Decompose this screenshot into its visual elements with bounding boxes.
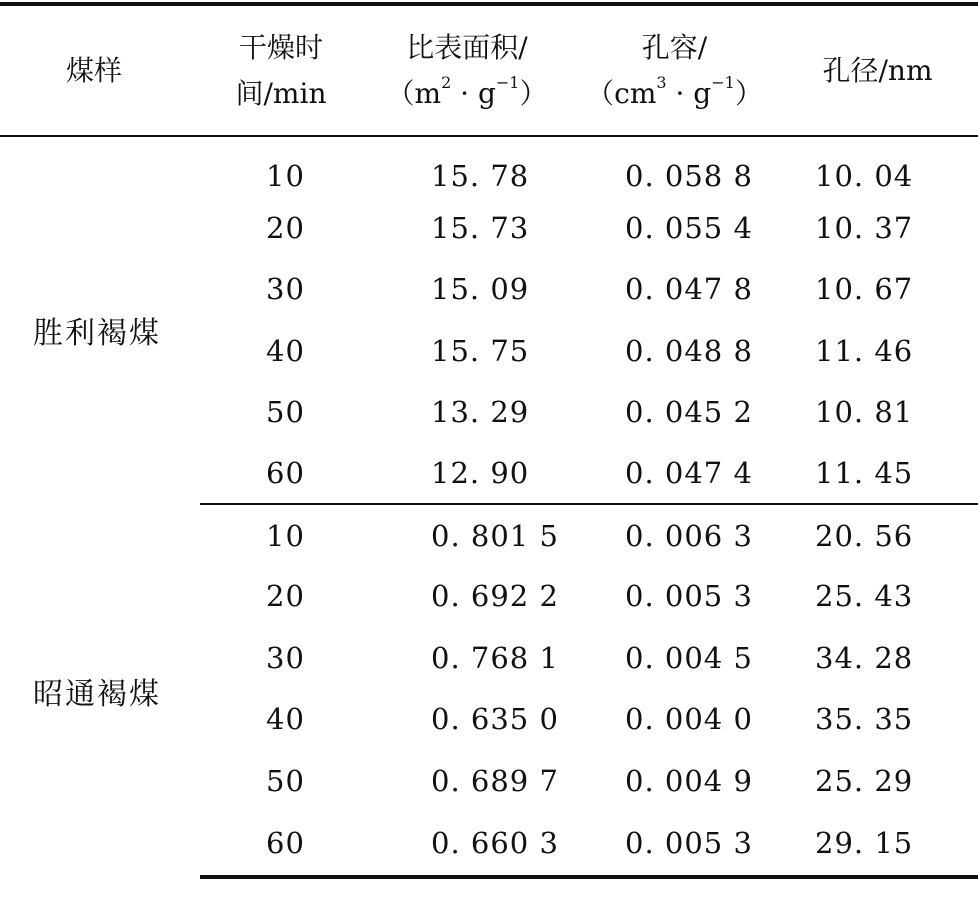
cell-area: 0. 692 2 — [431, 579, 559, 614]
cell-diameter: 35. 35 — [815, 702, 914, 737]
cell-area: 0. 768 1 — [431, 640, 559, 675]
cell-volume: 0. 004 9 — [625, 763, 753, 798]
cell-time: 40 — [266, 333, 305, 368]
table-row — [0, 136, 978, 197]
cell-time: 40 — [266, 702, 305, 737]
cell-time: 10 — [266, 518, 305, 553]
cell-time: 30 — [266, 640, 305, 675]
area-unit-mid: · g — [451, 76, 496, 110]
cell-time: 10 — [266, 159, 305, 194]
table-header — [0, 4, 978, 136]
area-unit-exp2: −1 — [495, 73, 520, 93]
header-sample-label: 煤样 — [66, 53, 123, 87]
cell-area: 15. 09 — [431, 272, 530, 307]
cell-diameter: 25. 29 — [815, 763, 914, 798]
cell-diameter: 29. 15 — [777, 811, 978, 877]
cell-diameter: 34. 28 — [815, 640, 914, 675]
header-volume-unit — [572, 71, 777, 117]
cell-volume: 0. 004 0 — [625, 702, 753, 737]
cell-diameter: 10. 37 — [815, 211, 914, 246]
cell-time: 60 — [200, 811, 362, 877]
volume-unit-exp2: −1 — [711, 73, 735, 93]
cell-volume: 0. 048 8 — [625, 333, 753, 368]
cell-area: 15. 78 — [431, 159, 530, 194]
cell-time: 50 — [266, 395, 305, 430]
cell-area: 0. 635 0 — [431, 702, 559, 737]
header-time-line1: 干燥时 — [238, 30, 323, 64]
volume-unit-close: ） — [734, 76, 763, 110]
cell-diameter: 10. 04 — [815, 159, 914, 194]
header-surface-area — [362, 4, 572, 136]
cell-diameter: 11. 46 — [815, 333, 914, 368]
cell-volume: 0. 045 2 — [625, 395, 753, 430]
header-diameter-label: 孔径/nm — [822, 53, 933, 87]
header-volume-line1: 孔容/ — [641, 30, 708, 64]
volume-unit-exp1: 3 — [656, 73, 667, 93]
cell-area: 0. 689 7 — [431, 763, 559, 798]
header-pore-diameter — [777, 4, 978, 136]
cell-diameter: 11. 45 — [777, 443, 978, 504]
header-sample — [0, 4, 200, 136]
cell-volume: 0. 006 3 — [625, 518, 753, 553]
header-area-unit — [362, 71, 572, 117]
cell-diameter: 10. 67 — [815, 272, 914, 307]
cell-diameter: 25. 43 — [815, 579, 914, 614]
cell-time: 20 — [266, 579, 305, 614]
volume-unit-open: （cm — [586, 76, 657, 110]
cell-time: 20 — [266, 211, 305, 246]
cell-area: 15. 73 — [431, 211, 530, 246]
cell-volume: 0. 005 3 — [572, 811, 777, 877]
data-table — [0, 2, 978, 879]
table-row — [0, 504, 978, 565]
group-zhaotong — [0, 504, 978, 877]
cell-area: 0. 660 3 — [362, 811, 572, 877]
cell-volume: 0. 004 5 — [625, 640, 753, 675]
cell-area: 0. 801 5 — [431, 518, 559, 553]
group-shengli — [0, 136, 978, 504]
cell-area: 12. 90 — [362, 443, 572, 504]
group-name: 胜利褐煤 — [33, 315, 161, 351]
cell-time: 30 — [266, 272, 305, 307]
cell-area: 13. 29 — [431, 395, 530, 430]
cell-area: 15. 75 — [431, 333, 530, 368]
header-pore-volume — [572, 4, 777, 136]
cell-time: 50 — [266, 763, 305, 798]
cell-diameter: 10. 81 — [815, 395, 914, 430]
area-unit-close: ） — [519, 76, 548, 110]
area-unit-open: （m — [386, 76, 442, 110]
group-name: 昭通褐煤 — [33, 676, 161, 712]
header-area-line1: 比表面积/ — [406, 30, 528, 64]
cell-volume: 0. 047 8 — [625, 272, 753, 307]
cell-diameter: 20. 56 — [815, 518, 914, 553]
cell-volume: 0. 055 4 — [625, 211, 753, 246]
header-drying-time — [200, 4, 362, 136]
cell-volume: 0. 005 3 — [625, 579, 753, 614]
cell-volume: 0. 047 4 — [572, 443, 777, 504]
header-row — [0, 4, 978, 136]
cell-volume: 0. 058 8 — [625, 159, 753, 194]
volume-unit-mid: · g — [666, 76, 712, 110]
cell-time: 60 — [200, 443, 362, 504]
header-time-line2: 间/min — [235, 76, 327, 110]
area-unit-exp1: 2 — [441, 73, 452, 93]
